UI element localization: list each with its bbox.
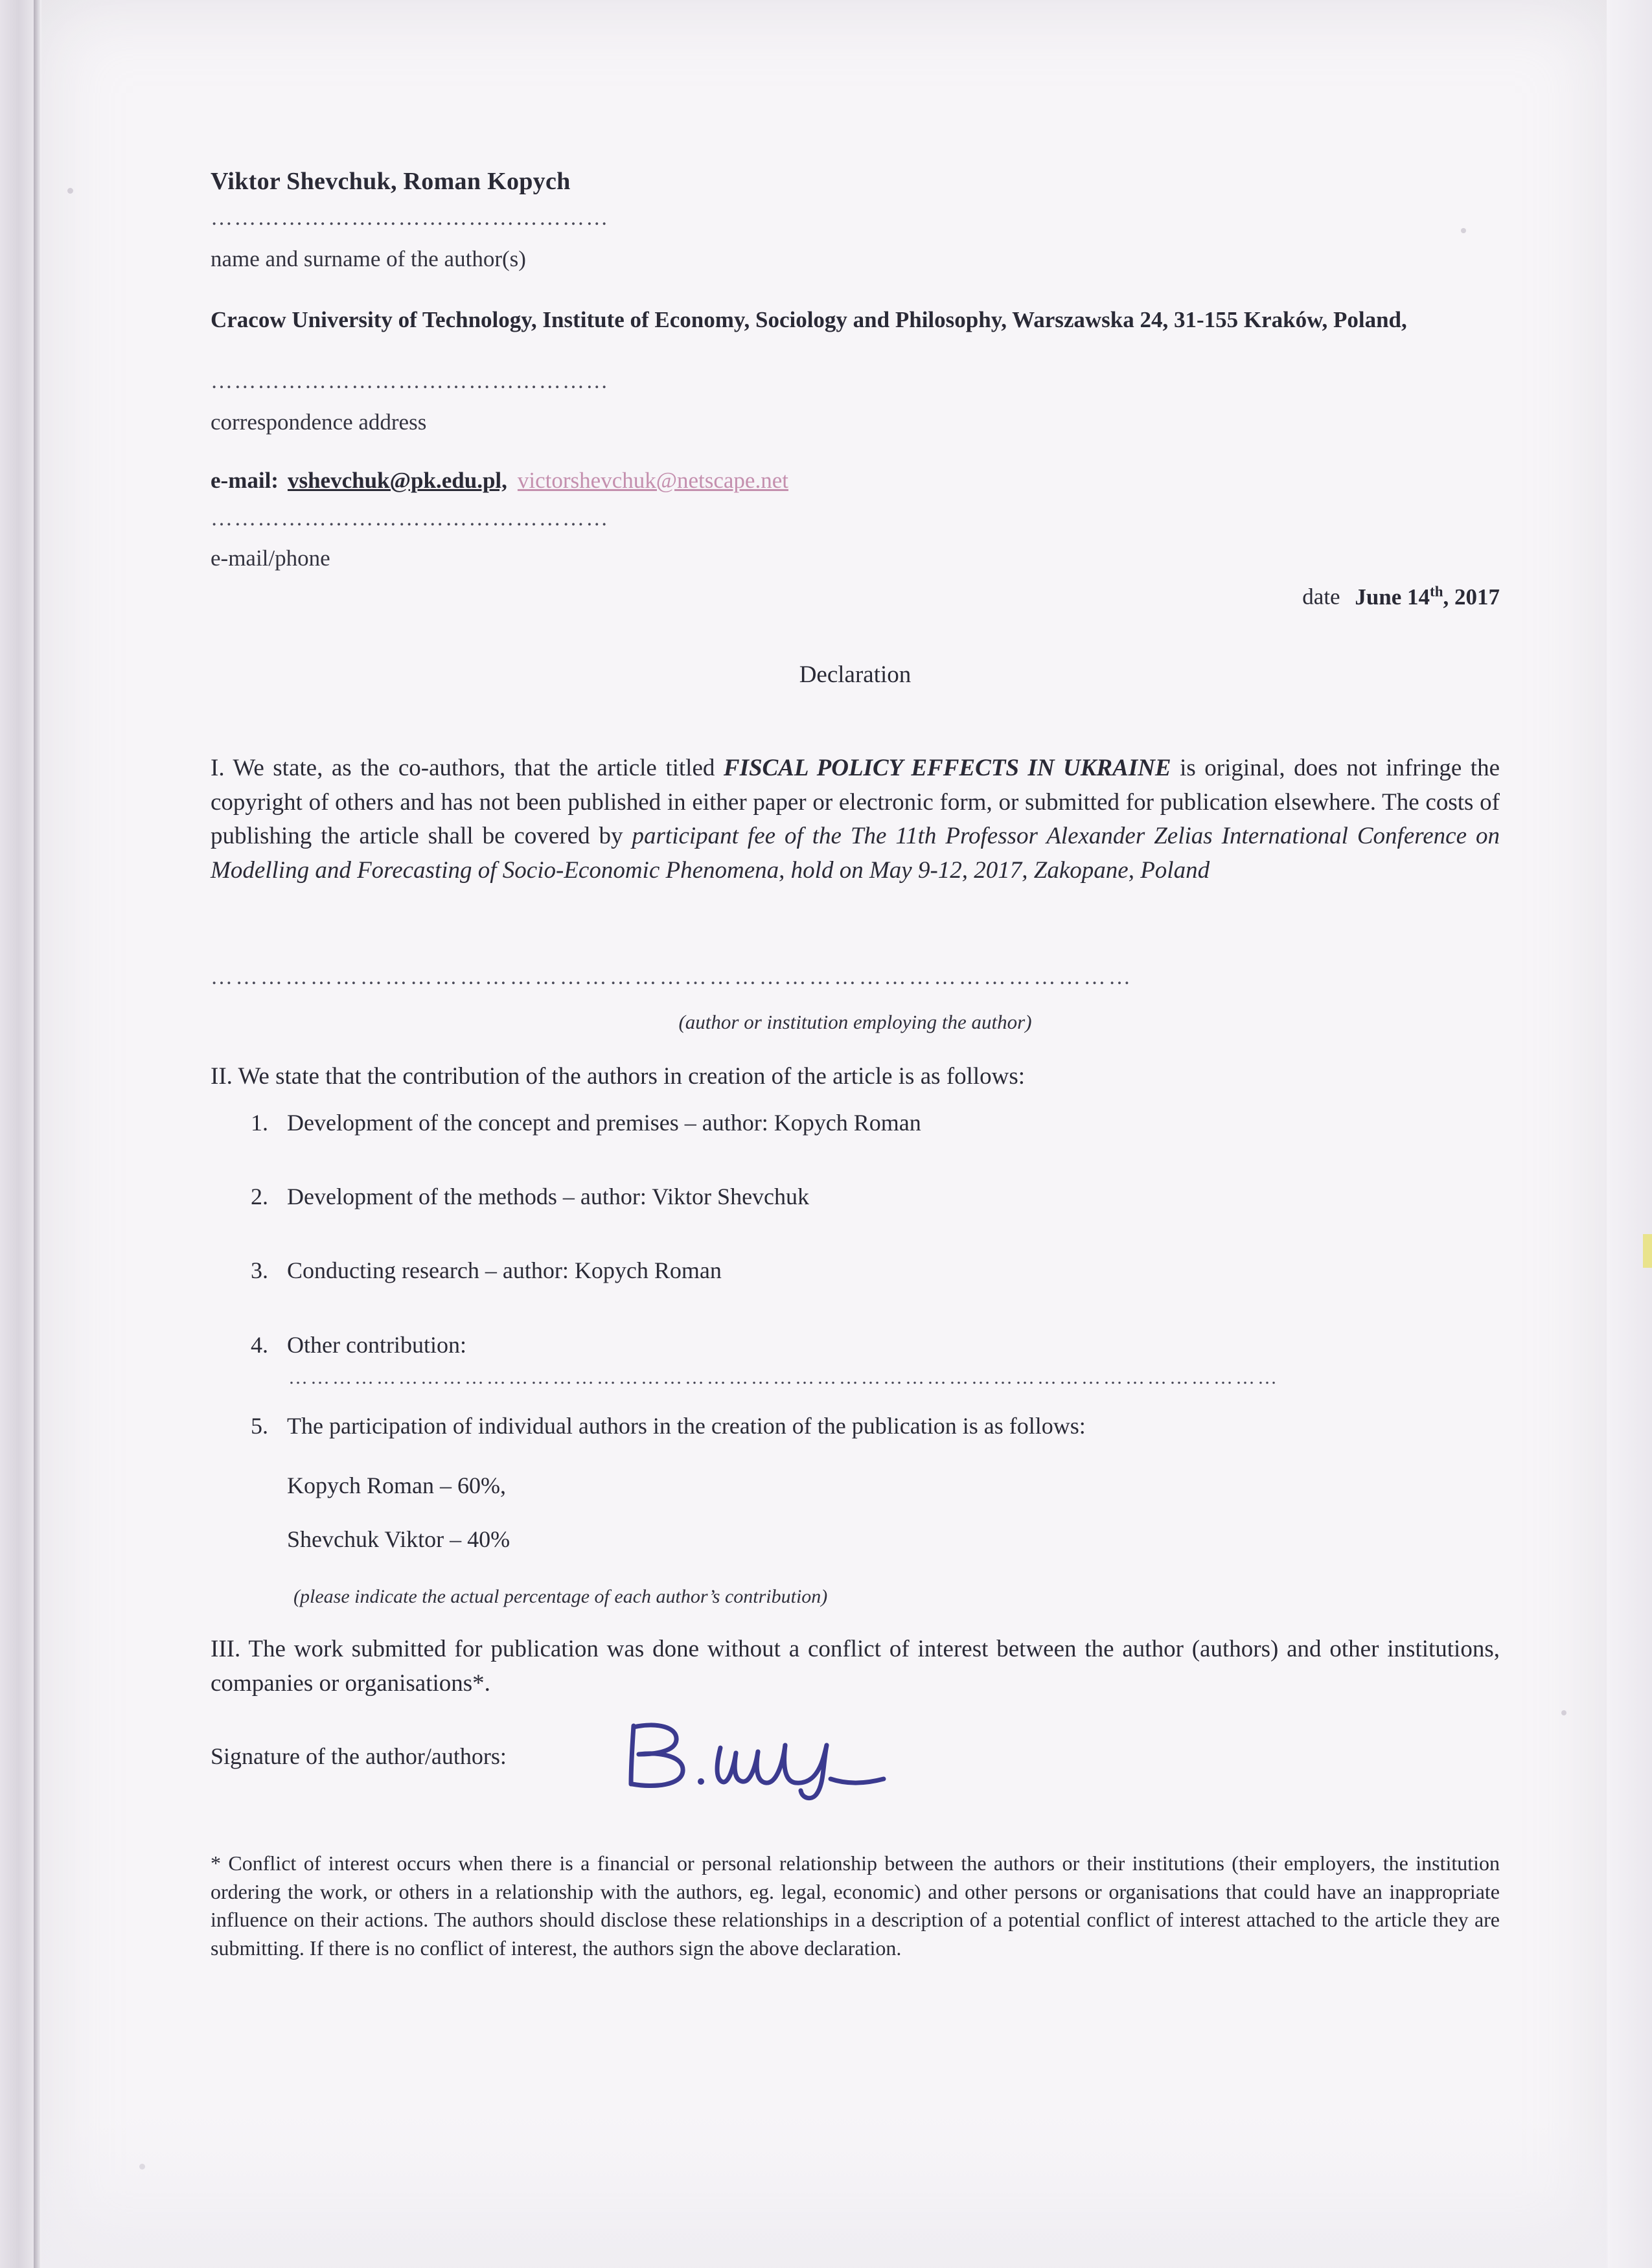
handwritten-signature — [622, 1717, 985, 1801]
contribution-item — [251, 1183, 1482, 1210]
clause-3-paragraph: III. The work submitted for publication was done without a conflict of interest between the author (authors) and other institutions, companies or organisations*. — [211, 1636, 1500, 1697]
email-primary[interactable]: vshevchuk@pk.edu.pl, — [287, 468, 507, 493]
caption-name: name and surname of the author(s) — [211, 246, 526, 271]
contribution-item-number: 4. — [251, 1332, 268, 1358]
caption-address: correspondence address — [211, 409, 427, 435]
contribution-item-text: The participation of individual authors in the creation of the publication is as follows: — [287, 1413, 1086, 1439]
scan-speck — [67, 188, 73, 194]
funding-source: participant fee of the The 11th Professor Alexander Zelias International Conference on Modelling and Forecasting of Socio-Economic Phenomena, hold on May 9-12, 2017, Zakopane, Poland — [211, 823, 1500, 884]
contribution-item-text: Development of the methods – author: Viktor Shevchuk — [287, 1184, 810, 1209]
contribution-item-number: 5. — [251, 1413, 268, 1439]
contribution-item — [251, 1109, 1482, 1136]
left-binding-line — [34, 0, 40, 2268]
contribution-item-text: Other contribution: — [287, 1332, 466, 1358]
clause-1-paragraph — [211, 751, 1500, 888]
percentage-note: (please indicate the actual percentage of each author’s contribution) — [293, 1586, 828, 1607]
percentage-line: Shevchuk Viktor – 40% — [287, 1526, 511, 1552]
contribution-item — [251, 1412, 1482, 1439]
contribution-item-number: 3. — [251, 1257, 268, 1283]
right-edge-shadow — [1607, 0, 1652, 2268]
percentage-line: Kopych Roman – 60%, — [287, 1472, 506, 1498]
email-label: e-mail: — [211, 468, 279, 493]
signature-label: Signature of the author/authors: — [211, 1743, 507, 1769]
institution-note: (author or institution employing the author) — [678, 1011, 1032, 1033]
clause-2-lead: II. We state that the contribution of the authors in creation of the article is as follows: — [211, 1063, 1026, 1090]
authors-name-line: Viktor Shevchuk, Roman Kopych — [211, 168, 571, 195]
scan-speck — [1561, 1710, 1566, 1715]
bottom-fade — [40, 2113, 1608, 2268]
contribution-item-number: 2. — [251, 1184, 268, 1209]
date-label: date — [1302, 584, 1340, 610]
email-row — [211, 468, 1441, 494]
dotted-rule-email: …………………………………………… — [211, 507, 610, 531]
scan-speck — [1461, 228, 1466, 233]
dotted-rule-other-contribution: ……………………………………………………………………………………………………………………… — [288, 1367, 1279, 1388]
contribution-item-text: Conducting research – author: Kopych Roman — [287, 1257, 722, 1283]
clause-1-body: is original, does not infringe the copyright of others and has not been published in either paper or electronic form, or submitted for publication elsewhere. The costs of publishing the article shall be covered by — [211, 755, 1500, 850]
yellow-edge-mark — [1643, 1234, 1652, 1268]
dotted-rule-name: …………………………………………… — [211, 206, 610, 230]
article-title: FISCAL POLICY EFFECTS IN UKRAINE — [723, 755, 1171, 781]
contribution-item-text: Development of the concept and premises – author: Kopych Roman — [287, 1110, 921, 1136]
date-value: June 14th, 2017 — [1355, 583, 1500, 610]
dotted-rule-institution: ………………………………………………………………………………………………… — [211, 965, 1134, 989]
clause-1-lead: I. We state, as the co-authors, that the article titled — [211, 755, 724, 781]
contribution-item — [251, 1331, 1482, 1358]
dotted-rule-address: …………………………………………… — [211, 369, 610, 393]
date-row — [211, 583, 1500, 610]
contribution-item-number: 1. — [251, 1110, 268, 1136]
contribution-item — [251, 1257, 1482, 1284]
email-secondary[interactable]: victorshevchuk@netscape.net — [517, 468, 788, 493]
caption-email: e-mail/phone — [211, 545, 330, 571]
correspondence-address: Cracow University of Technology, Institute of Economy, Sociology and Philosophy, Warszawska 24, 31-155 Kraków, Poland, — [211, 307, 1407, 332]
footnote-text: * Conflict of interest occurs when there is a financial or personal relationship between the authors or their institutions (their employers, the institution ordering the work, or others in a relationship with the authors, eg. legal, economic) and other persons or organisations that could have an inappropriate influence on their actions. The authors should disclose these relationships in a description of a potential conflict of interest attached to the article they are submitting. If there is no conflict of interest, the authors sign the above declaration. — [211, 1851, 1500, 1960]
declaration-title: Declaration — [799, 661, 912, 688]
